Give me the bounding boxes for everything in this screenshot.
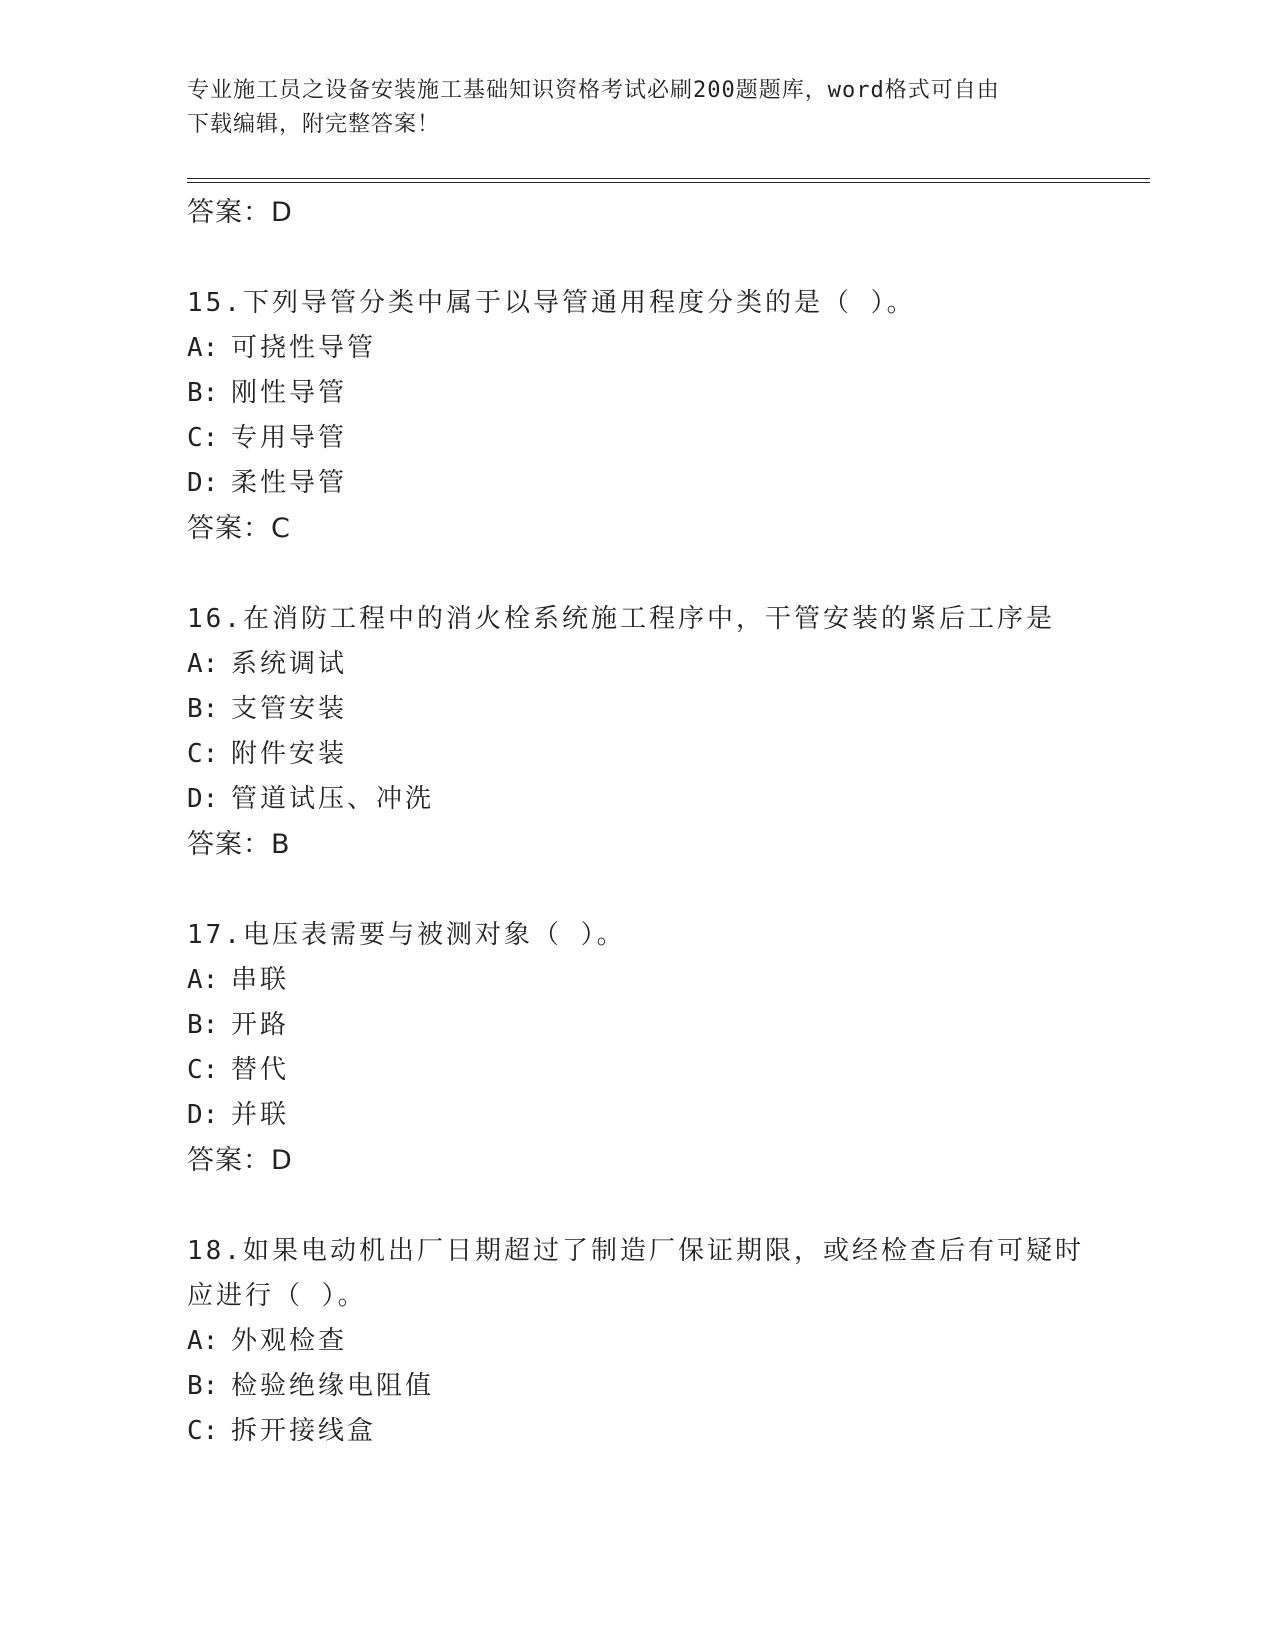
option-letter: C: — [187, 423, 219, 453]
spacer — [187, 552, 1087, 597]
question-text: 15.下列导管分类中属于以导管通用程度分类的是（ ）。 — [187, 288, 916, 318]
header-divider-top — [187, 178, 1150, 179]
answer-line: 答案：B — [187, 829, 291, 860]
question-text-line: 应进行（ ）。 — [187, 1281, 367, 1311]
option-item — [187, 1003, 1087, 1048]
question-block — [187, 597, 1087, 868]
option-letter: A: — [187, 1326, 219, 1356]
question-block — [187, 913, 1087, 1184]
option-letter: C: — [187, 1055, 219, 1085]
option-item — [187, 1364, 1087, 1409]
option-item — [187, 1048, 1087, 1093]
option-letter: A: — [187, 649, 219, 679]
answer-line: 答案：C — [187, 513, 291, 544]
option-text: 可挠性导管 — [231, 333, 377, 363]
option-letter: C: — [187, 1416, 219, 1446]
option-item — [187, 732, 1087, 777]
header-divider-bottom — [187, 182, 1150, 183]
answer-line: 答案：D — [187, 197, 293, 228]
question-block — [187, 1229, 1087, 1454]
option-letter: D: — [187, 784, 219, 814]
option-letter: D: — [187, 468, 219, 498]
option-text: 附件安装 — [231, 739, 348, 769]
spacer — [187, 1184, 1087, 1229]
question-block — [187, 281, 1087, 552]
option-item — [187, 958, 1087, 1003]
option-text: 串联 — [231, 965, 290, 995]
header-line-1: 专业施工员之设备安装施工基础知识资格考试必刷200题题库，word格式可自由 — [187, 78, 1000, 103]
option-letter: B: — [187, 378, 219, 408]
option-text: 系统调试 — [231, 649, 348, 679]
option-text: 检验绝缘电阻值 — [231, 1371, 435, 1401]
question-text-line: 18.如果电动机出厂日期超过了制造厂保证期限，或经检查后有可疑时 — [187, 1236, 1084, 1266]
option-item — [187, 371, 1087, 416]
option-item — [187, 777, 1087, 822]
option-text: 拆开接线盒 — [231, 1416, 377, 1446]
option-text: 专用导管 — [231, 423, 348, 453]
question-text: 17.电压表需要与被测对象（ ）。 — [187, 920, 626, 950]
spacer — [187, 236, 1087, 281]
option-item — [187, 416, 1087, 461]
option-item — [187, 1093, 1087, 1138]
option-letter: B: — [187, 1371, 219, 1401]
document-header — [187, 74, 1067, 142]
option-item — [187, 1319, 1087, 1364]
option-text: 支管安装 — [231, 694, 348, 724]
question-list — [187, 190, 1087, 1454]
option-item — [187, 687, 1087, 732]
option-text: 替代 — [231, 1055, 290, 1085]
option-item — [187, 1409, 1087, 1454]
question-text: 16.在消防工程中的消火栓系统施工程序中，干管安装的紧后工序是 — [187, 604, 1055, 634]
option-letter: C: — [187, 739, 219, 769]
option-item — [187, 642, 1087, 687]
option-text: 外观检查 — [231, 1326, 348, 1356]
option-text: 开路 — [231, 1010, 290, 1040]
option-text: 柔性导管 — [231, 468, 348, 498]
option-letter: D: — [187, 1100, 219, 1130]
option-text: 管道试压、冲洗 — [231, 784, 435, 814]
option-letter: B: — [187, 1010, 219, 1040]
option-letter: A: — [187, 333, 219, 363]
header-line-2: 下载编辑，附完整答案！ — [187, 112, 441, 137]
option-letter: A: — [187, 965, 219, 995]
option-item — [187, 461, 1087, 506]
option-letter: B: — [187, 694, 219, 724]
answer-line: 答案：D — [187, 1145, 293, 1176]
option-text: 并联 — [231, 1100, 290, 1130]
spacer — [187, 868, 1087, 913]
option-text: 刚性导管 — [231, 378, 348, 408]
option-item — [187, 326, 1087, 371]
question-text — [187, 1229, 1087, 1319]
